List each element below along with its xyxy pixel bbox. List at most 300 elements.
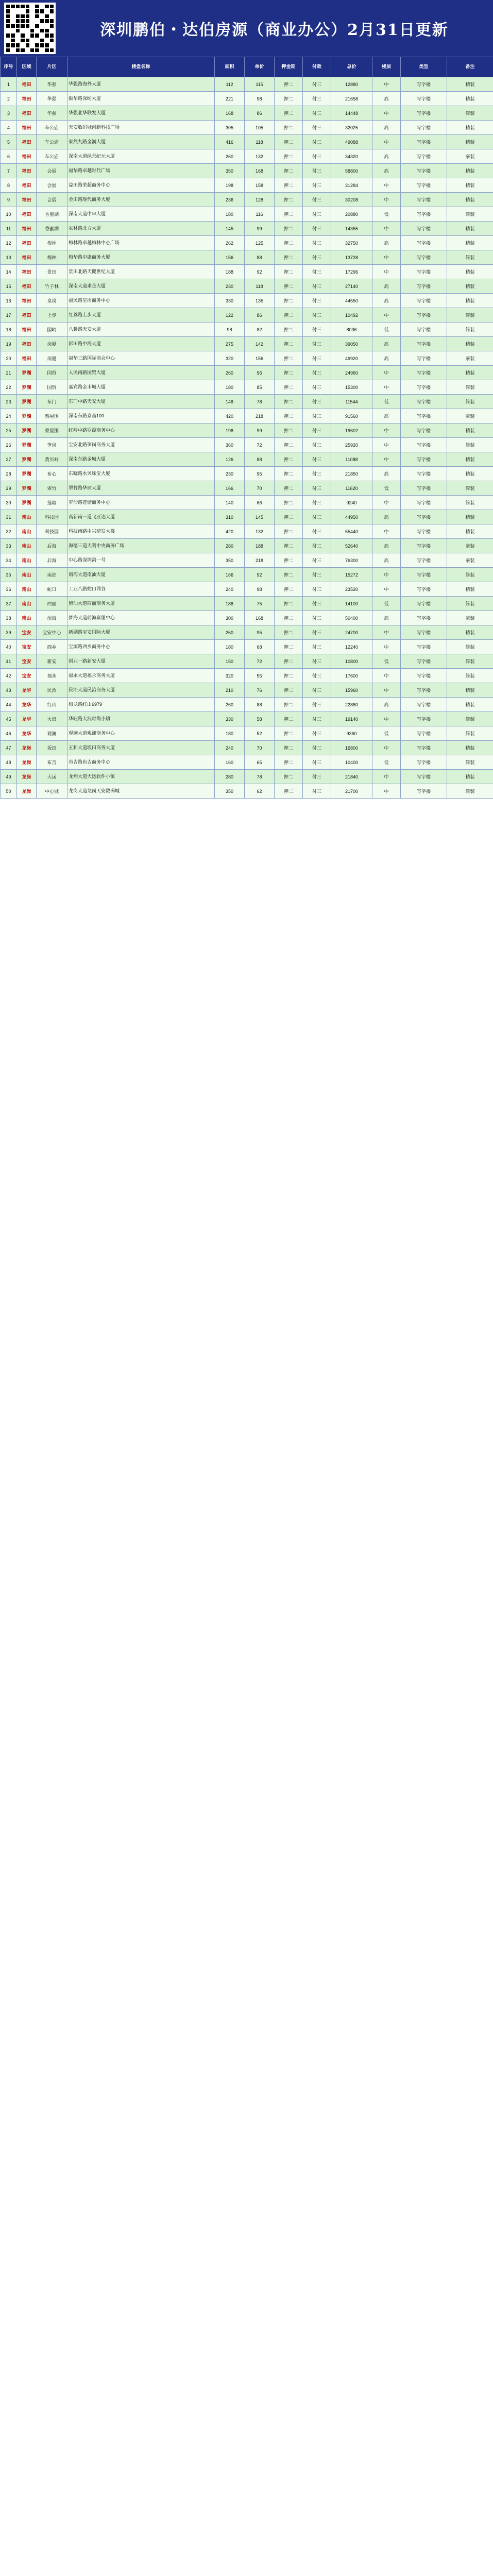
- table-row[interactable]: [1, 698, 493, 712]
- row-number: 4: [1, 121, 17, 135]
- table-cell: 写字楼: [401, 106, 447, 121]
- table-cell: 260: [215, 625, 245, 640]
- property-name: 华旺路大浪时尚小镇: [67, 712, 215, 726]
- table-row[interactable]: [1, 726, 493, 741]
- table-cell: 82: [245, 323, 275, 337]
- table-row[interactable]: [1, 77, 493, 92]
- table-cell: 写字楼: [401, 279, 447, 294]
- table-row[interactable]: [1, 236, 493, 250]
- table-row[interactable]: [1, 539, 493, 553]
- table-row[interactable]: [1, 452, 493, 467]
- table-cell: 押二: [275, 467, 303, 481]
- table-cell: 简装: [447, 106, 493, 121]
- table-cell: 198: [215, 178, 245, 193]
- table-cell: 简装: [447, 712, 493, 726]
- table-row[interactable]: [1, 351, 493, 366]
- property-name: 宝源路西乡商务中心: [67, 640, 215, 654]
- property-name: 深南大道绿景纪元大厦: [67, 149, 215, 164]
- district-cell: 龙岗: [17, 784, 37, 799]
- table-cell: 香蜜湖: [37, 207, 67, 222]
- table-cell: 付三: [303, 193, 331, 207]
- table-row[interactable]: [1, 654, 493, 669]
- table-row[interactable]: [1, 640, 493, 654]
- table-cell: 付三: [303, 92, 331, 106]
- table-cell: 园岭: [37, 323, 67, 337]
- table-cell: 岗厦: [37, 351, 67, 366]
- row-number: 30: [1, 496, 17, 510]
- table-cell: 76: [245, 683, 275, 698]
- table-cell: 180: [215, 207, 245, 222]
- table-cell: 330: [215, 712, 245, 726]
- table-cell: 写字楼: [401, 481, 447, 496]
- table-cell: 10400: [331, 755, 372, 770]
- table-row[interactable]: [1, 250, 493, 265]
- table-cell: 布心: [37, 467, 67, 481]
- table-row[interactable]: [1, 770, 493, 784]
- table-cell: 31284: [331, 178, 372, 193]
- property-name: 梦海大道前海嘉里中心: [67, 611, 215, 625]
- table-cell: 付三: [303, 539, 331, 553]
- table-cell: 中: [372, 265, 401, 279]
- table-cell: 写字楼: [401, 395, 447, 409]
- table-cell: 写字楼: [401, 741, 447, 755]
- table-cell: 416: [215, 135, 245, 149]
- property-name: 龙岗大道龙岗天安数码城: [67, 784, 215, 799]
- property-name: 福华路卓越时代广场: [67, 164, 215, 178]
- table-cell: 付三: [303, 755, 331, 770]
- row-number: 2: [1, 92, 17, 106]
- district-cell: 罗湖: [17, 481, 37, 496]
- table-row[interactable]: [1, 92, 493, 106]
- property-name: 东晓路水贝珠宝大厦: [67, 467, 215, 481]
- table-cell: 写字楼: [401, 178, 447, 193]
- property-name: 南海大道南油大厦: [67, 568, 215, 582]
- row-number: 17: [1, 308, 17, 323]
- table-row[interactable]: [1, 178, 493, 193]
- table-row[interactable]: [1, 438, 493, 452]
- table-row[interactable]: [1, 294, 493, 308]
- table-cell: 写字楼: [401, 380, 447, 395]
- table-row[interactable]: [1, 625, 493, 640]
- property-name: 八卦路天安大厦: [67, 323, 215, 337]
- table-cell: 70: [245, 481, 275, 496]
- header-bar: [0, 0, 493, 57]
- table-cell: 精装: [447, 236, 493, 250]
- table-row[interactable]: [1, 553, 493, 568]
- table-cell: 中: [372, 423, 401, 438]
- table-cell: 付三: [303, 625, 331, 640]
- table-row[interactable]: [1, 121, 493, 135]
- table-cell: 写字楼: [401, 452, 447, 467]
- table-cell: 21658: [331, 92, 372, 106]
- table-cell: 8036: [331, 323, 372, 337]
- table-cell: 132: [245, 149, 275, 164]
- table-row[interactable]: [1, 597, 493, 611]
- table-row[interactable]: [1, 467, 493, 481]
- table-cell: 押二: [275, 669, 303, 683]
- table-cell: 华强: [37, 92, 67, 106]
- table-cell: 大浪: [37, 712, 67, 726]
- table-cell: 付三: [303, 121, 331, 135]
- table-cell: 押二: [275, 423, 303, 438]
- table-cell: 21700: [331, 784, 372, 799]
- table-cell: 简装: [447, 755, 493, 770]
- table-row[interactable]: [1, 741, 493, 755]
- table-cell: 168: [245, 164, 275, 178]
- property-name: 华强北华联发大厦: [67, 106, 215, 121]
- table-cell: 49088: [331, 135, 372, 149]
- row-number: 50: [1, 784, 17, 799]
- table-cell: 布吉: [37, 755, 67, 770]
- table-cell: 158: [245, 178, 275, 193]
- table-cell: 中: [372, 524, 401, 539]
- property-name: 农林路北方大厦: [67, 222, 215, 236]
- table-cell: 中心城: [37, 784, 67, 799]
- table-row[interactable]: [1, 265, 493, 279]
- table-row[interactable]: [1, 193, 493, 207]
- table-cell: 付三: [303, 279, 331, 294]
- row-number: 38: [1, 611, 17, 625]
- row-number: 47: [1, 741, 17, 755]
- table-cell: 付三: [303, 741, 331, 755]
- table-cell: 写字楼: [401, 625, 447, 640]
- property-name: 梅华路中康商务大厦: [67, 250, 215, 265]
- table-cell: 简装: [447, 481, 493, 496]
- table-cell: 押二: [275, 438, 303, 452]
- table-cell: 中: [372, 784, 401, 799]
- table-cell: 付三: [303, 106, 331, 121]
- table-cell: 21850: [331, 467, 372, 481]
- district-cell: 南山: [17, 611, 37, 625]
- row-number: 32: [1, 524, 17, 539]
- table-cell: 262: [215, 236, 245, 250]
- table-cell: 低: [372, 481, 401, 496]
- table-cell: 10492: [331, 308, 372, 323]
- table-cell: 39050: [331, 337, 372, 351]
- property-name: 宝安北路笋岗商务大厦: [67, 438, 215, 452]
- table-cell: 押二: [275, 106, 303, 121]
- table-cell: 付三: [303, 698, 331, 712]
- table-cell: 写字楼: [401, 366, 447, 380]
- table-cell: 车公庙: [37, 135, 67, 149]
- row-number: 11: [1, 222, 17, 236]
- table-cell: 精装: [447, 77, 493, 92]
- table-cell: 豪装: [447, 409, 493, 423]
- table-cell: 押二: [275, 337, 303, 351]
- table-cell: 88: [245, 698, 275, 712]
- table-cell: 14100: [331, 597, 372, 611]
- district-cell: 福田: [17, 121, 37, 135]
- table-row[interactable]: [1, 106, 493, 121]
- table-cell: 付三: [303, 207, 331, 222]
- table-cell: 中: [372, 770, 401, 784]
- district-cell: 南山: [17, 582, 37, 597]
- row-number: 8: [1, 178, 17, 193]
- table-row[interactable]: [1, 380, 493, 395]
- district-cell: 福田: [17, 77, 37, 92]
- district-cell: 福田: [17, 92, 37, 106]
- property-name: 科技南路中兴研发大楼: [67, 524, 215, 539]
- table-cell: 精装: [447, 683, 493, 698]
- table-row[interactable]: [1, 409, 493, 423]
- property-name: 深南大道求是大厦: [67, 279, 215, 294]
- table-cell: 高: [372, 467, 401, 481]
- table-row[interactable]: [1, 524, 493, 539]
- table-cell: 低: [372, 726, 401, 741]
- table-cell: 高: [372, 539, 401, 553]
- table-cell: 竹子林: [37, 279, 67, 294]
- table-cell: 精装: [447, 178, 493, 193]
- table-cell: 218: [245, 553, 275, 568]
- row-number: 39: [1, 625, 17, 640]
- table-cell: 91560: [331, 409, 372, 423]
- table-cell: 高: [372, 611, 401, 625]
- table-cell: 简装: [447, 640, 493, 654]
- table-cell: 精装: [447, 510, 493, 524]
- table-cell: 260: [215, 366, 245, 380]
- table-cell: 写字楼: [401, 582, 447, 597]
- row-number: 29: [1, 481, 17, 496]
- table-cell: 135: [245, 294, 275, 308]
- table-cell: 低: [372, 755, 401, 770]
- table-cell: 押二: [275, 222, 303, 236]
- property-name: 五和大道坂田商务大厦: [67, 741, 215, 755]
- table-cell: 160: [215, 755, 245, 770]
- table-row[interactable]: [1, 366, 493, 380]
- table-cell: 写字楼: [401, 683, 447, 698]
- table-row[interactable]: [1, 149, 493, 164]
- column-header: 备注: [447, 57, 493, 77]
- table-cell: 中: [372, 741, 401, 755]
- table-cell: 精装: [447, 366, 493, 380]
- property-name: 嘉宾路金丰城大厦: [67, 380, 215, 395]
- table-cell: 简装: [447, 784, 493, 799]
- table-cell: 精装: [447, 625, 493, 640]
- row-number: 28: [1, 467, 17, 481]
- table-cell: 精装: [447, 92, 493, 106]
- table-row[interactable]: [1, 222, 493, 236]
- table-cell: 低: [372, 323, 401, 337]
- table-cell: 17296: [331, 265, 372, 279]
- row-number: 19: [1, 337, 17, 351]
- table-cell: 高: [372, 164, 401, 178]
- table-cell: 10800: [331, 654, 372, 669]
- table-cell: 写字楼: [401, 510, 447, 524]
- table-row[interactable]: [1, 611, 493, 625]
- table-cell: 280: [215, 770, 245, 784]
- table-row[interactable]: [1, 337, 493, 351]
- row-number: 34: [1, 553, 17, 568]
- property-name: 海德三道天利中央商务广场: [67, 539, 215, 553]
- row-number: 49: [1, 770, 17, 784]
- district-cell: 龙岗: [17, 770, 37, 784]
- table-cell: 付三: [303, 510, 331, 524]
- table-cell: 押二: [275, 784, 303, 799]
- district-cell: 罗湖: [17, 496, 37, 510]
- table-cell: 押二: [275, 524, 303, 539]
- table-cell: 44950: [331, 510, 372, 524]
- table-row[interactable]: [1, 712, 493, 726]
- table-cell: 166: [215, 481, 245, 496]
- district-cell: 福田: [17, 222, 37, 236]
- district-cell: 福田: [17, 265, 37, 279]
- table-row[interactable]: [1, 784, 493, 799]
- district-cell: 福田: [17, 193, 37, 207]
- table-cell: 高: [372, 553, 401, 568]
- table-cell: 简装: [447, 395, 493, 409]
- table-cell: 押二: [275, 553, 303, 568]
- district-cell: 宝安: [17, 640, 37, 654]
- table-cell: 140: [215, 496, 245, 510]
- table-cell: 景田: [37, 265, 67, 279]
- district-cell: 罗湖: [17, 423, 37, 438]
- table-cell: 押二: [275, 250, 303, 265]
- row-number: 40: [1, 640, 17, 654]
- row-number: 1: [1, 77, 17, 92]
- table-cell: 420: [215, 409, 245, 423]
- table-cell: 高: [372, 279, 401, 294]
- table-cell: 中: [372, 712, 401, 726]
- property-name: 梅林路卓越梅林中心广场: [67, 236, 215, 250]
- table-cell: 蔡屋围: [37, 409, 67, 423]
- table-cell: 南油: [37, 568, 67, 582]
- table-cell: 押二: [275, 712, 303, 726]
- table-cell: 14448: [331, 106, 372, 121]
- table-row[interactable]: [1, 568, 493, 582]
- row-number: 3: [1, 106, 17, 121]
- table-cell: 精装: [447, 423, 493, 438]
- district-cell: 龙华: [17, 712, 37, 726]
- table-cell: 付三: [303, 683, 331, 698]
- table-cell: 32750: [331, 236, 372, 250]
- table-cell: 豪装: [447, 351, 493, 366]
- page-title: 深圳鹏伯・达伯房源（商业办公）2月31日更新: [100, 21, 449, 39]
- table-cell: 15272: [331, 568, 372, 582]
- table-cell: 国贸: [37, 366, 67, 380]
- property-name: 振华路深纺大厦: [67, 92, 215, 106]
- table-row[interactable]: [1, 423, 493, 438]
- table-cell: 付三: [303, 178, 331, 193]
- table-cell: 126: [215, 452, 245, 467]
- table-row[interactable]: [1, 279, 493, 294]
- table-cell: 180: [215, 726, 245, 741]
- table-row[interactable]: [1, 323, 493, 337]
- table-cell: 付三: [303, 467, 331, 481]
- table-cell: 180: [215, 380, 245, 395]
- table-cell: 高: [372, 409, 401, 423]
- table-cell: 86: [245, 106, 275, 121]
- table-cell: 221: [215, 92, 245, 106]
- table-cell: 翠竹: [37, 481, 67, 496]
- table-cell: 320: [215, 351, 245, 366]
- table-row[interactable]: [1, 683, 493, 698]
- district-cell: 南山: [17, 597, 37, 611]
- table-cell: 58800: [331, 164, 372, 178]
- table-cell: 9360: [331, 726, 372, 741]
- table-cell: 高: [372, 149, 401, 164]
- table-cell: 230: [215, 467, 245, 481]
- table-cell: 押二: [275, 568, 303, 582]
- table-cell: 付三: [303, 366, 331, 380]
- table-cell: 72: [245, 654, 275, 669]
- district-cell: 龙华: [17, 726, 37, 741]
- district-cell: 罗湖: [17, 380, 37, 395]
- table-row[interactable]: [1, 207, 493, 222]
- district-cell: 龙华: [17, 683, 37, 698]
- table-cell: 写字楼: [401, 121, 447, 135]
- column-header: 楼盘名称: [67, 57, 215, 77]
- table-cell: 52640: [331, 539, 372, 553]
- table-cell: 付三: [303, 654, 331, 669]
- table-cell: 会展: [37, 178, 67, 193]
- table-cell: 115: [245, 77, 275, 92]
- district-cell: 宝安: [17, 625, 37, 640]
- table-row[interactable]: [1, 395, 493, 409]
- table-cell: 精装: [447, 741, 493, 755]
- table-cell: 付三: [303, 135, 331, 149]
- property-name: 深南东路金城大厦: [67, 452, 215, 467]
- district-cell: 龙华: [17, 698, 37, 712]
- table-row[interactable]: [1, 135, 493, 149]
- district-cell: 罗湖: [17, 467, 37, 481]
- district-cell: 宝安: [17, 669, 37, 683]
- table-cell: 写字楼: [401, 236, 447, 250]
- table-cell: 华强: [37, 106, 67, 121]
- table-cell: 付三: [303, 452, 331, 467]
- table-cell: 98: [245, 582, 275, 597]
- table-cell: 350: [215, 164, 245, 178]
- table-cell: 145: [215, 222, 245, 236]
- table-row[interactable]: [1, 496, 493, 510]
- table-row[interactable]: [1, 755, 493, 770]
- table-cell: 写字楼: [401, 193, 447, 207]
- table-row[interactable]: [1, 481, 493, 496]
- table-cell: 50400: [331, 611, 372, 625]
- table-row[interactable]: [1, 669, 493, 683]
- table-cell: 简装: [447, 568, 493, 582]
- table-cell: 写字楼: [401, 611, 447, 625]
- table-cell: 上步: [37, 308, 67, 323]
- row-number: 22: [1, 380, 17, 395]
- table-cell: 12240: [331, 640, 372, 654]
- row-number: 12: [1, 236, 17, 250]
- listing-sheet: [0, 57, 493, 2576]
- table-cell: 车公庙: [37, 149, 67, 164]
- row-number: 46: [1, 726, 17, 741]
- table-cell: 付三: [303, 553, 331, 568]
- property-name: 红荔路上步大厦: [67, 308, 215, 323]
- table-cell: 写字楼: [401, 265, 447, 279]
- table-row[interactable]: [1, 582, 493, 597]
- table-cell: 押二: [275, 265, 303, 279]
- table-cell: 豪装: [447, 553, 493, 568]
- district-cell: 南山: [17, 553, 37, 568]
- district-cell: 福田: [17, 294, 37, 308]
- property-name: 梅龙路红山6979: [67, 698, 215, 712]
- table-cell: 55440: [331, 524, 372, 539]
- table-cell: 观澜: [37, 726, 67, 741]
- column-header: 付款: [303, 57, 331, 77]
- table-cell: 岗厦: [37, 337, 67, 351]
- table-row[interactable]: [1, 308, 493, 323]
- table-cell: 写字楼: [401, 135, 447, 149]
- table-row[interactable]: [1, 164, 493, 178]
- table-cell: 236: [215, 193, 245, 207]
- table-row[interactable]: [1, 510, 493, 524]
- row-number: 44: [1, 698, 17, 712]
- table-cell: 后海: [37, 553, 67, 568]
- table-cell: 230: [215, 279, 245, 294]
